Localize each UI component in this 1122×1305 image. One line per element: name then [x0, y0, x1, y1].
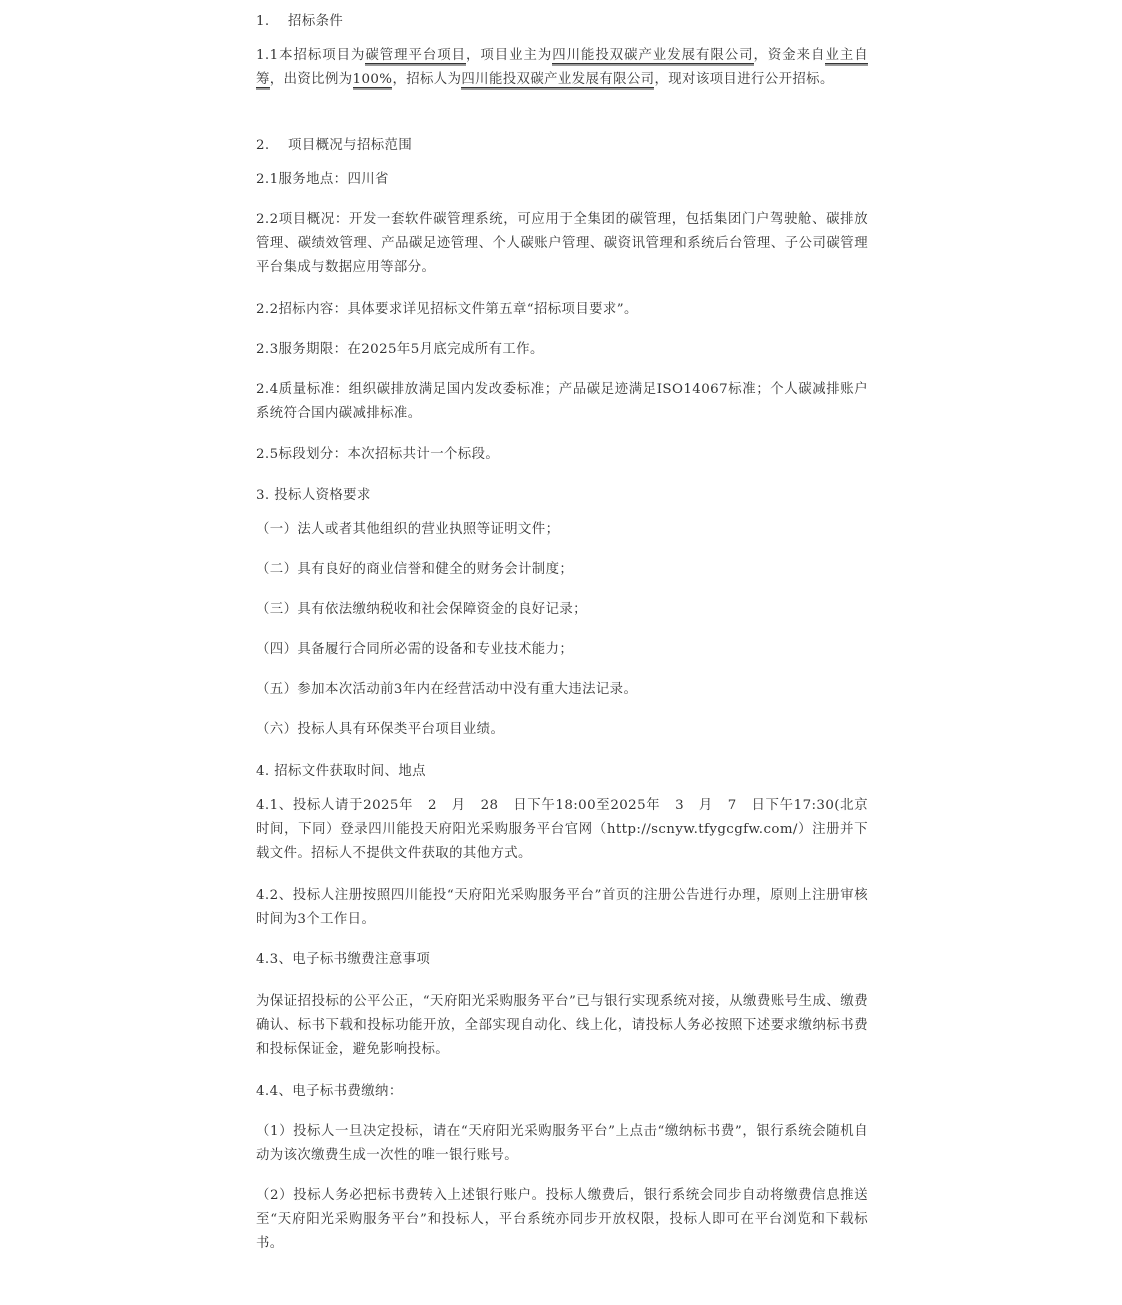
qualification-item-4: （四）具备履行合同所必需的设备和专业技术能力； — [256, 642, 574, 657]
document-acquisition-time: 4.1、投标人请于2025年 2 月 28 日下午18:00至2025年 3 月 7 日下午17:30(北京时间，下同）登录四川能投天府阳光采购服务平台官网（http://scnyw.tfygcgfw.com/）注册并下载文件。招标人不提供文件获取的其他方式。 — [256, 798, 868, 861]
lot-division: 2.5标段划分：本次招标共计一个标段。 — [256, 447, 500, 462]
section-1-heading: 1. 招标条件 — [256, 14, 344, 29]
qualification-item-1: （一）法人或者其他组织的营业执照等证明文件； — [256, 522, 560, 537]
section-4-heading: 4. 招标文件获取时间、地点 — [256, 764, 426, 779]
project-name-underlined: 碳管理平台项目 — [365, 48, 466, 63]
qualification-item-6: （六）投标人具有环保类平台项目业绩。 — [256, 722, 505, 737]
text-segment: 1.1本招标项目为 — [256, 48, 366, 63]
qualification-item-3: （三）具有依法缴纳税收和社会保障资金的良好记录； — [256, 602, 587, 617]
fee-payment-heading: 4.4、电子标书费缴纳： — [256, 1084, 403, 1099]
text-segment: ，出资比例为 — [269, 72, 353, 87]
service-period: 2.3服务期限：在2025年5月底完成所有工作。 — [256, 342, 544, 357]
fee-payment-step-1: （1）投标人一旦决定投标，请在“天府阳光采购服务平台”上点击“缴纳标书费”，银行系统会随机自动为该次缴费生成一次性的唯一银行账号。 — [256, 1124, 868, 1163]
qualification-item-5: （五）参加本次活动前3年内在经营活动中没有重大违法记录。 — [256, 682, 638, 697]
quality-standard: 2.4质量标准：组织碳排放满足国内发改委标准；产品碳足迹满足ISO14067标准；个人碳减排账户系统符合国内碳减排标准。 — [256, 382, 868, 421]
section-1-paragraph-1 — [256, 44, 868, 92]
section-2-heading: 2. 项目概况与招标范围 — [256, 138, 413, 153]
text-segment: ，资金来自 — [753, 48, 826, 63]
fund-source-underlined: 业主自筹 — [256, 48, 868, 87]
qualification-item-2: （二）具有良好的商业信誉和健全的财务会计制度； — [256, 562, 574, 577]
text-segment: ，现对该项目进行公开招标。 — [654, 72, 834, 87]
section-3-heading: 3. 投标人资格要求 — [256, 488, 371, 503]
payment-notice-heading: 4.3、电子标书缴费注意事项 — [256, 952, 431, 967]
funding-ratio-underlined: 100% — [352, 72, 393, 87]
payment-notice-body: 为保证招投标的公平公正，“天府阳光采购服务平台”已与银行实现系统对接，从缴费账号生成、缴费确认、标书下载和投标功能开放，全部实现自动化、线上化，请投标人务必按照下述要求缴纳标书费和投标保证金，避免影响投标。 — [256, 994, 868, 1057]
registration-notice: 4.2、投标人注册按照四川能投“天府阳光采购服务平台”首页的注册公告进行办理，原则上注册审核时间为3个工作日。 — [256, 888, 868, 927]
text-segment: ，招标人为 — [392, 72, 462, 87]
tenderer-underlined: 四川能投双碳产业发展有限公司 — [461, 72, 655, 87]
text-segment: ，项目业主为 — [466, 48, 553, 63]
tender-content: 2.2招标内容：具体要求详见招标文件第五章“招标项目要求”。 — [256, 302, 638, 317]
project-owner-underlined: 四川能投双碳产业发展有限公司 — [552, 48, 754, 63]
service-location: 2.1服务地点：四川省 — [256, 172, 389, 187]
fee-payment-step-2: （2）投标人务必把标书费转入上述银行账户。投标人缴费后，银行系统会同步自动将缴费信息推送至“天府阳光采购服务平台”和投标人，平台系统亦同步开放权限，投标人即可在平台浏览和下载标书。 — [256, 1188, 868, 1251]
project-overview: 2.2项目概况：开发一套软件碳管理系统，可应用于全集团的碳管理，包括集团门户驾驶舱、碳排放管理、碳绩效管理、产品碳足迹管理、个人碳账户管理、碳资讯管理和系统后台管理、子公司碳管理平台集成与数据应用等部分。 — [256, 212, 868, 275]
